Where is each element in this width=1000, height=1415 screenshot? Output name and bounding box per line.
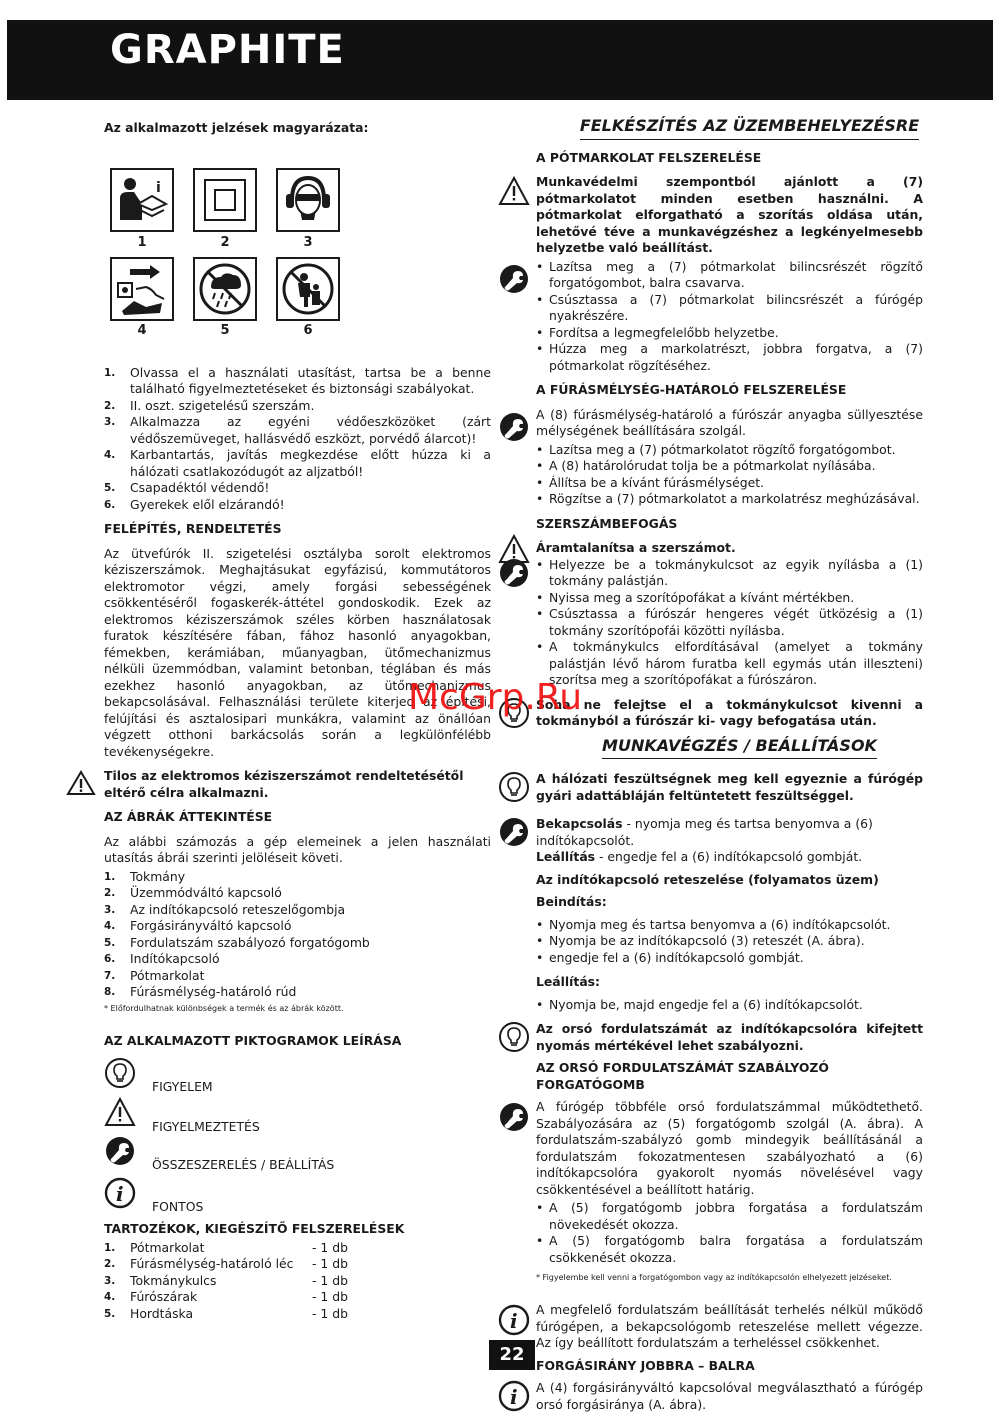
chuck-steps <box>536 557 923 689</box>
list-item: • A (5) forgatógomb jobbra forgatása a fordulatszám növekedését okozza. <box>536 1200 923 1233</box>
list-item: • Csúsztassa a fúrószár hengeres végét ütközésig a (1) tokmány szorítópofái közötti nyílásba. <box>536 606 923 639</box>
header-bar <box>7 20 993 100</box>
accessory-row: 3. Tokmánykulcs - 1 db <box>104 1272 348 1288</box>
accessories-heading: TARTOZÉKOK, KIEGÉSZÍTŐ FELSZERELÉSEK <box>104 1221 405 1236</box>
svg-text:i: i <box>156 179 161 196</box>
info-icon <box>498 1380 530 1415</box>
list-item: 5. Fordulatszám szabályozó forgatógomb <box>104 934 370 950</box>
list-item: • Nyissa meg a szorítópofákat a kívánt mértékben. <box>536 590 923 607</box>
speed-footnote: * Figyelembe kell venni a forgatógombon vagy az indítókapcsolón elhelyezett jelzéseket. <box>536 1273 892 1282</box>
accessory-row: 4. Fúrószárak - 1 db <box>104 1289 348 1304</box>
left-column <box>104 118 491 1322</box>
symbol-number: 2 <box>220 234 230 250</box>
list-item: 8. Fúrásmélység-határoló rúd <box>104 984 297 999</box>
lock-heading: Az indítókapcsoló reteszelése (folyamatos üzem) <box>536 871 879 887</box>
list-item: 6. Gyerekek elől elzárandó! <box>104 496 285 512</box>
symbol-number: 4 <box>137 322 147 338</box>
list-item: • Rögzítse a (7) pótmarkolatot a markolatrész meghúzásával. <box>536 491 923 508</box>
work-title: MUNKAVÉGZÉS / BEÁLLÍTÁSOK <box>602 738 877 760</box>
list-item: • Lazítsa meg a (7) pótmarkolatot rögzítő forgatógombot. <box>536 442 923 459</box>
handle-heading: A PÓTMARKOLAT FELSZERELÉSE <box>536 149 762 165</box>
list-item: • Nyomja be az indítókapcsoló (3) reteszét (A. ábra). <box>536 933 923 950</box>
double-insulation-icon <box>193 168 257 232</box>
rain-protection-icon <box>193 257 257 321</box>
rotation-heading: FORGÁSIRÁNY JOBBRA – BALRA <box>536 1357 755 1373</box>
lightbulb-icon <box>104 1057 136 1094</box>
rotation-section: i A (4) forgásirányváltó kapcsolóval megválasztható a fúrógép orsó forgásiránya (A. ábra). <box>536 1380 923 1413</box>
wrench-icon <box>104 1135 136 1172</box>
list-item: • Húzza meg a markolatrészt, jobbra forgatva, a (7) pótmarkolat rögzítéséhez. <box>536 341 923 374</box>
prep-title: FELKÉSZÍTÉS AZ ÜZEMBEHELYEZÉSRE <box>580 118 919 140</box>
figures-intro: Az alábbi számozás a gép elemeinek a jelen használati utasítás ábrái szerinti jelöléseit követi. <box>104 833 491 865</box>
keep-children-away-icon <box>276 257 340 321</box>
list-item: • Nyomja be, majd engedje fel a (6) indítókapcsolót. <box>536 997 923 1014</box>
list-item: 2. Üzemmódváltó kapcsoló <box>104 885 282 900</box>
speed-section: A fúrógép többféle orsó fordulatszámmal működtethető. Szabályozására az (5) forgatógomb szolgál (A. ábra). A fordulatszám-szabályzó gomb mindegyik beállításánál a fordulatszám fokozatmentesen szabályozható a (6) indítókapcsolóra gyakorolt nyomás növelésével vagy csökkentésével a beállított határig. • A (5) forgatógomb jobbra forgatása a fordulatszám növekedését okozza. • A (5) forgatógomb balra forgatása a fordulatszám csökkenését okozza. <box>536 1099 923 1266</box>
list-item: • Nyomja meg és tartsa benyomva a (6) indítókapcsolót. <box>536 917 923 934</box>
svg-text:i: i <box>510 1385 518 1409</box>
list-item: 2. II. oszt. szigetelésű szerszám. <box>104 397 315 413</box>
wrench-icon <box>498 1101 530 1138</box>
info-icon <box>104 1177 136 1214</box>
construction-heading: FELÉPÍTÉS, RENDELTETÉS <box>104 521 282 536</box>
pictogram-assembly: ÖSSZESZERELÉS / BEÁLLÍTÁS <box>104 1135 491 1177</box>
chuck-warning: Áramtalanítsa a szerszámot. <box>536 540 923 557</box>
switch-section: Bekapcsolás - nyomja meg és tartsa benyomva a (6) indítókapcsolót. Leállítás - engedje fel a (6) indítókapcsoló gombját. <box>536 816 923 866</box>
handle-steps <box>536 259 923 375</box>
watermark: McGrp.Ru <box>408 677 583 718</box>
warning-triangle-icon <box>498 176 530 211</box>
construction-text: Az ütvefúrók II. szigetelési osztályba sorolt elektromos kéziszerszámok. Meghajtásukat egyfázisú, kommutátoros elektromotor végzi, amely forgási sebességének csökkentéséről fogaskerék-áttétel gondoskodik. Ezek az elektromos kéziszerszámok széles körben használatosak furatok készítésére fában, fához hasonló anyagokban, fémekben, kerámiában, műanyagban, ütőmechanizmus nélküli üzemmódban, valamint betonban, téglában és más ezekhez hasonló anyagokban, az ütőmechanizmus bekapcsolásával. Felhasználási területe kiterjed az építési, felújítási és asztalosipari munkákra, valamint az önállóan végzett otthoni barkácsolás során a legkülönfélébb tevékenységekre. <box>104 545 491 759</box>
symbol-number: 6 <box>303 322 313 338</box>
list-item: 1. Tokmány <box>104 868 186 884</box>
list-item: • A (8) határolórudat tolja be a pótmarkolat nyílásába. <box>536 458 923 475</box>
wrench-icon <box>498 816 530 853</box>
chuck-heading: SZERSZÁMBEFOGÁS <box>536 515 678 531</box>
pictogram-warning: FIGYELMEZTETÉS <box>104 1097 491 1135</box>
chuck-note: Soha ne felejtse el a tokmánykulcsot kivenni a tokmányból a fúrószár ki- vagy befogatása után. <box>536 697 923 730</box>
warning-triangle-icon <box>104 1097 136 1132</box>
figures-note: * Előfordulhatnak különbségek a termék és az ábrák között. <box>104 1003 344 1013</box>
speed-info: i A megfelelő fordulatszám beállítását terhelés nélkül működő fúrógépen, a bekapcsológomb reteszelése mellett végezze. Az így beállított fordulatszám a terheléssel csökkenhet. <box>536 1302 923 1352</box>
depth-heading: A FÚRÁSMÉLYSÉG-HATÁROLÓ FELSZERELÉSE <box>536 382 847 397</box>
pictogram-important: i FONTOS <box>104 1177 491 1217</box>
list-item: 1. Olvassa el a használati utasítást, tartsa be a benne található figyelmeztetéseket és biztonsági szabályokat. <box>104 364 491 396</box>
depth-section: A (8) fúrásmélység-határoló a fúrószár anyagba süllyesztése mélységének beállítására szolgál. • Lazítsa meg a (7) pótmarkolatot rögzítő forgatógombot. • A (8) határolórudat tolja be a pótmarkolat nyílásába. • Állítsa be a kívánt fúrásmélységet. • Rögzítse a (7) pótmarkolatot a markolatrész meghúzásával. <box>536 407 923 508</box>
symbol-number: 3 <box>303 234 313 250</box>
read-manual-icon <box>110 168 174 232</box>
warning-triangle-icon <box>66 770 96 801</box>
list-item: • A (5) forgatógomb balra forgatása a fordulatszám csökkenését okozza. <box>536 1233 923 1266</box>
wrench-icon <box>498 557 530 594</box>
accessory-row: 1. Pótmarkolat - 1 db <box>104 1239 348 1255</box>
protective-gear-icon <box>276 168 340 232</box>
wrench-icon <box>498 263 530 300</box>
stop-steps <box>536 997 923 1014</box>
construction-warning: Tilos az elektromos kéziszerszámot rendeltetésétől eltérő célra alkalmazni. <box>104 768 491 801</box>
list-item: • Fordítsa a legmegfelelőbb helyzetbe. <box>536 325 923 342</box>
voltage-note: A hálózati feszültségnek meg kell egyeznie a fúrógép gyári adattábláján feltüntetett feszültséggel. <box>536 771 923 804</box>
start-steps <box>536 917 923 967</box>
page-number: 22 <box>489 1340 535 1370</box>
list-item: • Csúsztassa a (7) pótmarkolat bilincsrészét a fúrógép nyakrészére. <box>536 292 923 325</box>
figures-heading: AZ ÁBRÁK ÁTTEKINTÉSE <box>104 809 273 824</box>
start-label: Beindítás: <box>536 894 607 909</box>
list-item: 7. Pótmarkolat <box>104 967 205 983</box>
list-item: 6. Indítókapcsoló <box>104 951 220 966</box>
list-item: • Lazítsa meg a (7) pótmarkolat bilincsrészét rögzítő forgatógombot, balra csavarva. <box>536 259 923 292</box>
list-item: 3. Alkalmazza az egyéni védőeszközöket (zárt védőszemüveget, hallásvédő eszközt, porvédő álarcot)! <box>104 414 491 446</box>
list-item: • A tokmánykulcs elfordításával (amelyet a tokmány palástján lévő három furatba kell egymás után illeszteni) szorítsa meg a szorítópofákat a fúrószáron. <box>536 639 923 689</box>
symbol-number: 5 <box>220 322 230 338</box>
speed-heading: AZ ORSÓ FORDULATSZÁMÁT SZABÁLYOZÓ FORGATÓGOMB <box>536 1060 829 1092</box>
list-item: 5. Csapadéktól védendő! <box>104 480 270 495</box>
stop-label: Leállítás: <box>536 974 601 989</box>
list-item: 4. Karbantartás, javítás megkezdése előtt húzza ki a hálózati csatlakozódugót az aljzatból! <box>104 447 491 479</box>
pictogram-attention: FIGYELEM <box>104 1057 491 1097</box>
speed-note: Az orsó fordulatszámát az indítókapcsolóra kifejtett nyomás mértékével lehet szabályozni. <box>536 1021 923 1054</box>
accessory-row: 2. Fúrásmélység-határoló léc - 1 db <box>104 1256 348 1271</box>
symbols-heading: Az alkalmazott jelzések magyarázata: <box>104 120 369 135</box>
wrench-icon <box>498 411 530 448</box>
symbol-explanations <box>104 365 491 514</box>
pictograms-heading: AZ ALKALMAZOTT PIKTOGRAMOK LEÍRÁSA <box>104 1032 402 1048</box>
svg-text:i: i <box>116 1182 124 1206</box>
svg-text:i: i <box>510 1309 518 1333</box>
lightbulb-icon <box>498 771 530 808</box>
lightbulb-icon <box>498 1021 530 1058</box>
list-item: • Helyezze be a tokmánykulcsot az egyik nyílásba a (1) tokmány palástján. <box>536 557 923 590</box>
handle-warning: Munkavédelmi szempontból ajánlott a (7) pótmarkolatot minden esetben használni. A pótmarkolat elforgatható a szorítás oldása után, lehetővé téve a munkavégzéshez a legkényelmesebb helyzetbe való beállítást. <box>536 174 923 257</box>
unplug-icon <box>110 257 174 321</box>
list-item: • Állítsa be a kívánt fúrásmélységet. <box>536 475 923 492</box>
list-item: • engedje fel a (6) indítókapcsoló gombját. <box>536 950 923 967</box>
list-item: 3. Az indítókapcsoló reteszelőgombja <box>104 901 346 917</box>
symbol-number: 1 <box>137 234 147 250</box>
accessory-row: 5. Hordtáska - 1 db <box>104 1305 348 1321</box>
list-item: 4. Forgásirányváltó kapcsoló <box>104 918 292 933</box>
figures-list <box>104 869 491 1001</box>
symbols-grid <box>104 153 491 338</box>
info-icon <box>498 1304 530 1341</box>
brand-logo: GRAPHITE <box>110 27 345 73</box>
